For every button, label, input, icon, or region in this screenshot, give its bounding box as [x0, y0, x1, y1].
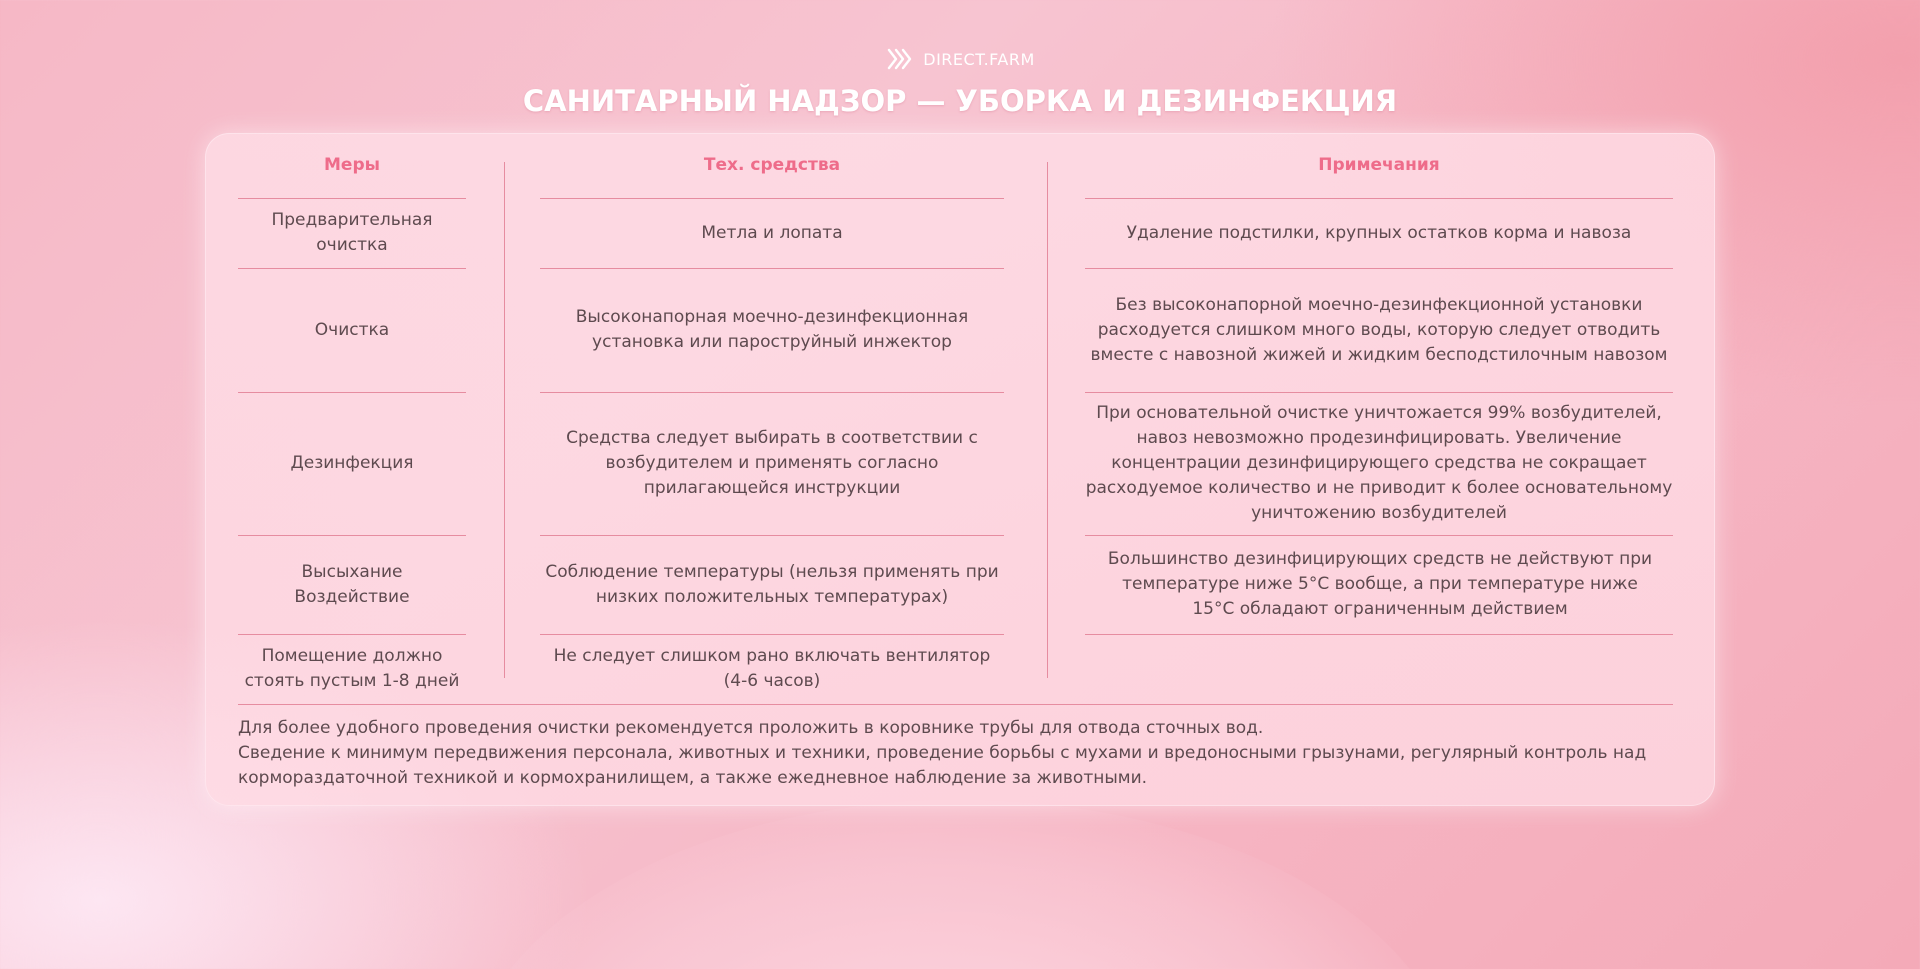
footer-line-2: Сведение к минимум передвижения персонала, животных и техники, проведение борьбы с мухами и вредоносными грызунами, регулярный контроль над кормораздаточной техникой и кормохранилищем, а также ежедневное наблюдение за животными.: [238, 743, 1647, 788]
background-blob: [460, 800, 1460, 969]
column-divider-1: [504, 162, 505, 678]
column-divider-2: [1047, 162, 1048, 678]
footer-notes: [238, 716, 1678, 791]
tools-cell: Высоконапорная моечно-дезинфекционная установка или пароструйный инжектор: [575, 307, 969, 352]
tools-cell: Средства следует выбирать в соответствии с возбудителем и применять согласно прилагающейся инструкции: [566, 428, 978, 498]
notes-cell: Без высоконапорной моечно-дезинфекционной установки расходуется слишком много воды, которую следует отводить вместе с навозной жижей и жидким бесподстилочным навозом: [1090, 294, 1668, 365]
notes-cell: Удаление подстилки, крупных остатков корма и навоза: [1126, 222, 1632, 243]
brand-logo: [0, 46, 1920, 72]
footer-divider: [238, 704, 1673, 705]
tools-cell: Соблюдение температуры (нельзя применять при низких положительных температурах): [545, 561, 999, 607]
chevron-arrows-logo-icon: [885, 46, 917, 72]
footer-line-1: Для более удобного проведения очистки рекомендуется проложить в коровнике трубы для отвода сточных вод.: [238, 718, 1264, 738]
notes-cell: [1085, 634, 1673, 704]
measure-cell: Помещение должно стоять пустым 1-8 дней: [244, 646, 460, 691]
measure-cell: Высыхание Воздействие: [294, 561, 410, 607]
measure-cell: Предварительная очистка: [271, 210, 433, 255]
tools-cell: Не следует слишком рано включать вентилятор (4-6 часов): [553, 646, 991, 691]
tools-cell: Метла и лопата: [701, 222, 843, 243]
measure-cell: Очистка: [314, 319, 390, 340]
brand-name: DIRECT.FARM: [923, 49, 1035, 69]
header-tools: Тех. средства: [703, 155, 841, 175]
notes-cell: При основательной очистке уничтожается 99% возбудителей, навоз невозможно продезинфицировать. Увеличение концентрации дезинфицирующего средства не сокращает расходуемое количество и не приводит к более основательному уничтожению возбудителей: [1085, 403, 1673, 523]
page-title: САНИТАРНЫЙ НАДЗОР — УБОРКА И ДЕЗИНФЕКЦИЯ: [522, 84, 1398, 118]
notes-cell: Большинство дезинфицирующих средств не действуют при температуре ниже 5°С вообще, а при температуре ниже 15°С обладают ограниченным действием: [1107, 549, 1653, 619]
measure-cell: Дезинфекция: [290, 453, 414, 473]
header-notes: Примечания: [1318, 155, 1440, 175]
header-measures: Меры: [324, 155, 380, 175]
